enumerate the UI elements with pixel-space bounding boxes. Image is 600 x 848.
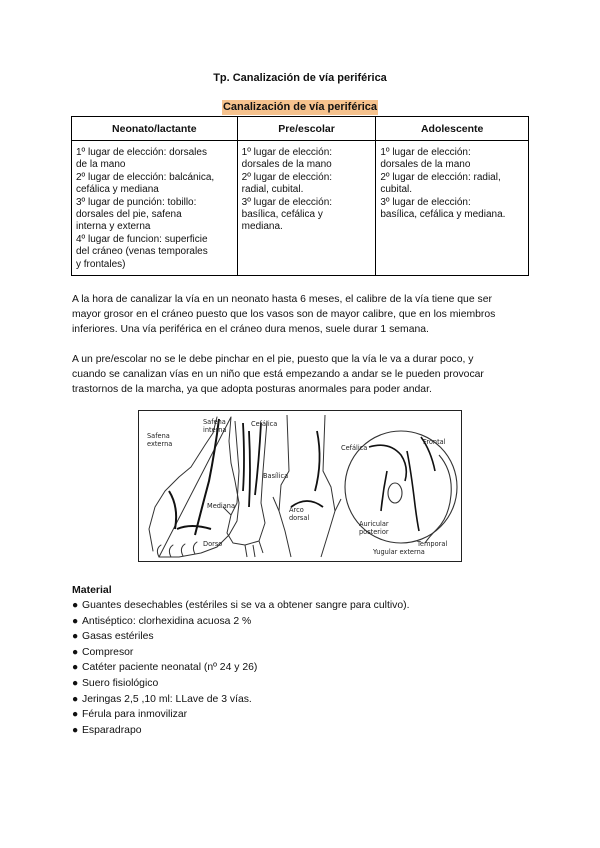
bullet-icon: ●	[72, 724, 79, 736]
label-cefalica-1: Cefálica	[251, 420, 278, 428]
dorsal-foot-vein	[177, 526, 211, 529]
cell-neonato	[72, 141, 238, 276]
cell-line: interna y externa	[76, 221, 151, 233]
cell-line: 3º lugar de punción: tobillo:	[76, 196, 197, 208]
item-text: Gasas estériles	[82, 631, 154, 643]
label-mediana: Mediana	[207, 502, 236, 510]
cefalica-dorsal-vein	[315, 431, 320, 491]
list-item	[72, 692, 409, 708]
auricular-vein	[381, 471, 387, 511]
label-line: Safena	[203, 418, 226, 426]
bullet-icon: ●	[72, 615, 79, 627]
material-heading: Material	[72, 584, 112, 596]
list-item	[72, 645, 409, 661]
list-item	[72, 723, 409, 739]
label-auricular-posterior	[359, 521, 389, 536]
cell-line: dorsales del pie, safena	[76, 209, 182, 221]
table-row	[72, 141, 529, 276]
text-line: A la hora de canalizar la vía en un neonato hasta 6 meses, el calibre de la vía tiene que ser	[72, 294, 492, 305]
text-line: cuando se canalizan vías en un niño que está empezando a andar se le pueden provocar	[72, 369, 484, 381]
cell-line: 3º lugar de elección:	[380, 196, 471, 208]
bullet-icon: ●	[72, 677, 79, 689]
face-profile	[425, 455, 451, 543]
header-adolescente: Adolescente	[376, 117, 529, 141]
cell-adolescente	[376, 141, 529, 276]
item-text: Esparadrapo	[82, 724, 142, 736]
label-line: Auricular	[359, 520, 389, 528]
item-text: Guantes desechables (estériles si se va a obtener sangre para cultivo).	[82, 600, 410, 611]
item-text: Suero fisiológico	[82, 677, 159, 689]
cell-line: radial, cubital.	[241, 184, 304, 196]
safena-interna-vein	[195, 419, 219, 535]
materials-list	[72, 598, 409, 738]
label-line: interna	[203, 425, 227, 434]
label-basilica: Basílica	[263, 472, 289, 480]
veins-drawing	[139, 411, 461, 561]
temporal-vein	[407, 451, 419, 531]
list-item	[72, 614, 409, 630]
cell-line: de la mano	[76, 159, 126, 171]
label-line: Safena	[147, 432, 170, 440]
text-line: A un pre/escolar no se le debe pinchar en el pie, puesto que la vía le va a durar poco, y	[72, 354, 474, 365]
cell-line: dorsales de la mano	[380, 159, 471, 171]
cefalica-vein	[243, 423, 244, 491]
cell-line: basílica, cefálica y	[241, 209, 323, 221]
bullet-icon: ●	[72, 662, 79, 674]
item-text: Antiséptico: clorhexidina acuosa 2 %	[82, 615, 252, 627]
list-item	[72, 629, 409, 645]
list-item	[72, 598, 409, 614]
dorsal-hand-outline	[279, 415, 335, 557]
item-text: Férula para inmovilizar	[82, 709, 188, 721]
bullet-icon: ●	[72, 646, 79, 658]
veins-illustration	[138, 410, 462, 562]
table-caption: Canalización de vía periférica	[222, 101, 378, 113]
text-line: inferiores. Una vía periférica en el cráneo dura menos, suele durar 1 semana.	[72, 324, 429, 336]
label-yugular-externa: Yugular externa	[373, 548, 425, 556]
header-neonato: Neonato/lactante	[72, 117, 238, 141]
scalp-vein	[369, 445, 406, 481]
cell-line: del cráneo (venas temporales	[76, 246, 208, 258]
label-line: posterior	[359, 527, 389, 536]
cell-line: y frontales)	[76, 258, 126, 270]
cell-line: 1º lugar de elección: dorsales	[76, 147, 207, 158]
cell-line: dorsales de la mano	[241, 159, 332, 171]
cell-line: cefálica y mediana	[76, 184, 159, 196]
cell-line: 2º lugar de elección:	[241, 171, 333, 183]
text-line: trastornos de la marcha, ya que adopta posturas anormales para poder andar.	[72, 384, 432, 396]
cell-line: 4º lugar de funcion: superficie	[76, 233, 208, 245]
paragraph-neonato	[72, 292, 532, 338]
text-line: mayor grosor en el cráneo puesto que los vasos son de mayor calibre, que en los miembros	[72, 309, 496, 321]
mediana-vein	[249, 431, 250, 507]
cell-line: cubital.	[380, 184, 413, 196]
table-header-row	[72, 117, 529, 141]
cell-line: basílica, cefálica y mediana.	[380, 209, 506, 221]
forearm-outline	[227, 421, 267, 545]
bullet-icon: ●	[72, 693, 79, 705]
list-item	[72, 660, 409, 676]
cell-line: 1º lugar de elección:	[241, 147, 333, 158]
safena-externa-vein	[169, 491, 176, 529]
cell-line: 1º lugar de elección:	[380, 147, 471, 158]
cell-line: 3º lugar de elección:	[241, 196, 333, 208]
list-item	[72, 707, 409, 723]
label-frontal: Frontal	[423, 438, 446, 446]
label-safena-interna	[203, 419, 226, 434]
cell-preescolar	[237, 141, 376, 276]
cell-line: 2º lugar de elección: radial,	[380, 171, 501, 183]
cell-line: mediana.	[241, 221, 283, 233]
paragraph-preescolar	[72, 352, 532, 398]
label-temporal: Temporal	[417, 540, 448, 548]
bullet-icon: ●	[72, 709, 79, 721]
label-line: externa	[147, 439, 173, 448]
ear	[388, 483, 402, 503]
header-preescolar: Pre/escolar	[237, 117, 376, 141]
label-dorso: Dorso	[203, 540, 223, 548]
bullet-icon: ●	[72, 600, 79, 611]
label-cefalica-2: Cefálica	[341, 444, 368, 452]
bullet-icon: ●	[72, 631, 79, 643]
label-safena-externa	[147, 433, 172, 448]
basilica-vein	[255, 423, 261, 495]
label-arco-dorsal	[289, 507, 309, 522]
fingers-outline	[223, 507, 263, 557]
item-text: Jeringas 2,5 ,10 ml: LLave de 3 vías.	[82, 693, 252, 705]
item-text: Compresor	[82, 646, 134, 658]
list-item	[72, 676, 409, 692]
label-line: Arco	[289, 506, 304, 514]
page-title: Tp. Canalización de vía periférica	[213, 72, 387, 84]
item-text: Catéter paciente neonatal (nº 24 y 26)	[82, 662, 258, 674]
vein-selection-table	[71, 116, 529, 276]
cell-line: 2º lugar de elección: balcánica,	[76, 171, 215, 183]
label-line: dorsal	[289, 513, 310, 522]
